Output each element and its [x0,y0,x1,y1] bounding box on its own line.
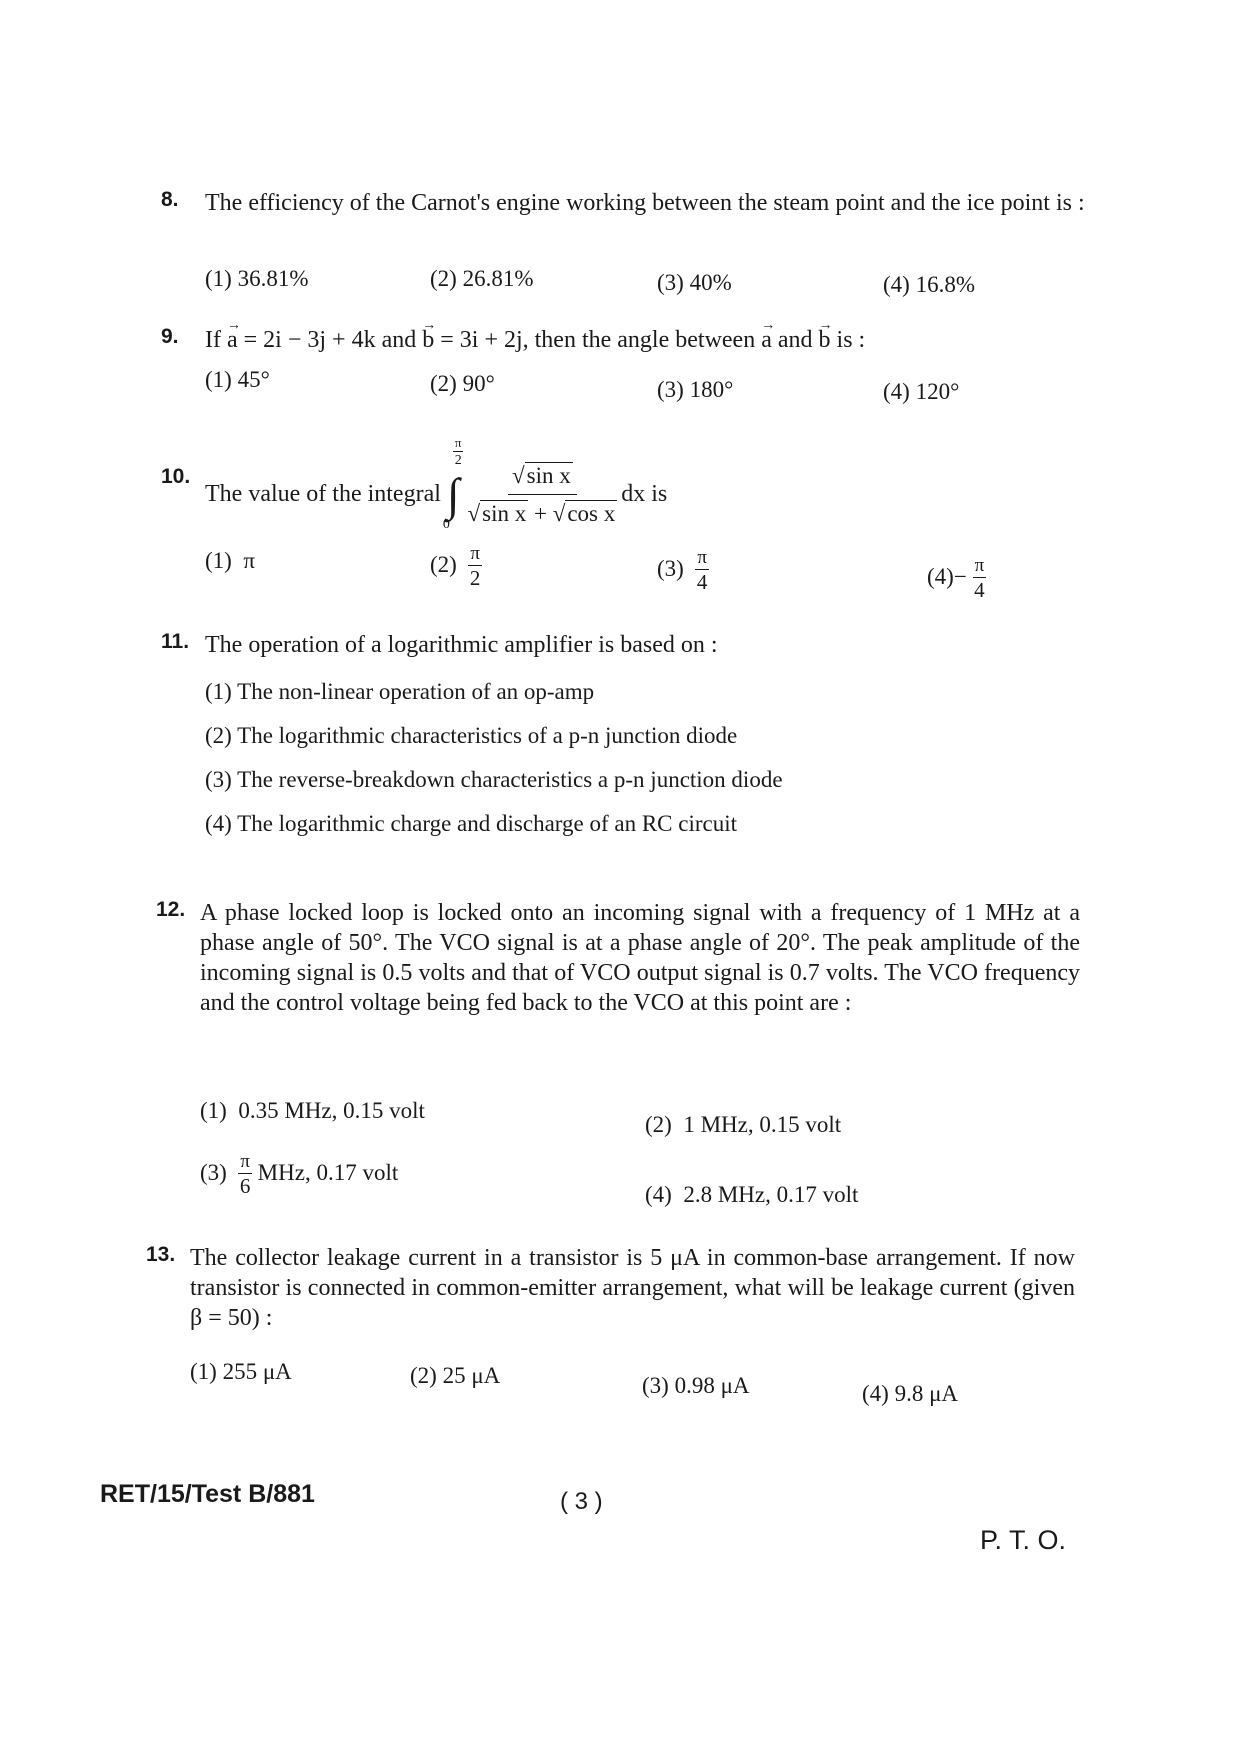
vector-a: → a [227,325,238,356]
question-text [205,434,1085,532]
option-1: (1) 0.35 MHz, 0.15 volt [200,1098,425,1123]
options-list [205,679,1085,837]
option-3: (3) $\frac{\pi}{6}$ MHz, 0.17 volt [200,1151,399,1198]
option-4: (4) The logarithmic charge and discharge of an RC circuit [205,811,738,836]
integrand-denominator: √sin x + √cos x [467,501,616,526]
question-11 [161,630,1085,837]
option-2: (2) $\frac{\pi}{2}$ [430,543,481,590]
fraction: $\frac{\pi}{2}$ [469,543,481,590]
fraction: $\frac{\pi}{4}$ [974,555,985,602]
option-4: (4) 120° [883,379,960,404]
option-4: (4) 16.8% [883,272,975,297]
option-1: (1) π [205,548,255,573]
vector-b: → b [819,325,831,356]
option-3: (3) 40% [657,270,732,295]
question-number: 8. [161,188,179,211]
page-number: ( 3 ) [560,1488,603,1515]
text-before-integral: The value of the integral [205,481,441,507]
fraction: $\frac{\pi}{6}$ [239,1151,251,1198]
question-text: A phase locked loop is locked onto an incoming signal with a frequency of 1 MHz at a phase angle of 50°. The VCO signal is at a phase angle of 20°. The peak amplitude of the incoming signal is 0.5 volts and that of VCO output signal is 0.7 volts. The VCO frequency and the control voltage being fed back to the VCO at this point are : [200,900,1080,1016]
integrand-numerator: √sin x [508,460,577,495]
option-3: (3) 180° [657,377,734,402]
question-number: 13. [146,1243,176,1266]
upper-limit: $\frac{\pi}{2}$ [454,434,462,468]
question-12 [156,898,1080,1207]
question-text: The collector leakage current in a transistor is 5 μA in common-base arrangement. If now transistor is connected in common-emitter arrangement, what will be leakage current (given β = 50) : [190,1245,1075,1331]
vector-b-definition: = 3i + 2j, then the angle between [434,327,762,353]
question-13 [146,1243,1075,1406]
fraction: $\frac{\pi}{4}$ [696,547,708,594]
and-word: and [771,327,819,353]
vector-b: → b [422,325,434,356]
question-number: 9. [161,325,179,348]
option-1: (1) 255 μA [190,1359,292,1384]
option-1: (1) 36.81% [205,266,309,291]
option-2: (2) 90° [430,371,495,396]
option-2: (2) 26.81% [430,266,534,291]
question-9 [161,325,1085,404]
lower-limit: 0 [442,516,450,532]
text-after-integral: dx is [621,481,668,507]
option-2: (2) 1 MHz, 0.15 volt [645,1112,842,1137]
question-8 [161,188,1085,297]
option-4: (4) 9.8 μA [862,1381,959,1406]
option-3: (3) $\frac{\pi}{4}$ [657,547,708,594]
please-turn-over: P. T. O. [980,1525,1067,1555]
question-ending: is : [830,327,866,353]
integrand [468,460,618,529]
definite-integral [441,434,621,532]
option-3: (3) The reverse-breakdown characteristics a p-n junction diode [205,767,783,792]
vector-a: → a [761,325,772,356]
question-number: 10. [161,465,191,488]
question-10 [161,434,1085,602]
option-4: (4)− $\frac{\pi}{4}$ [927,555,985,602]
question-text: The operation of a logarithmic amplifier is based on : [205,632,718,658]
question-number: 11. [161,630,190,653]
question-text: The efficiency of the Carnot's engine working between the steam point and the ice point is : [205,190,1085,216]
option-1: (1) The non-linear operation of an op-amp [205,679,595,704]
question-number: 12. [156,898,186,921]
option-4: (4) 2.8 MHz, 0.17 volt [645,1182,859,1207]
option-3: (3) 0.98 μA [642,1373,750,1398]
question-text [205,325,1085,356]
paper-code: RET/15/Test B/881 [100,1480,315,1508]
option-1: (1) 45° [205,367,270,392]
vector-a-definition: = 2i − 3j + 4k and [237,327,423,353]
stem-if: If [205,327,221,353]
integral-sign: ∫ $\frac{\pi}{2}$ 0 [442,434,462,532]
option-2: (2) 25 μA [410,1363,501,1388]
option-2: (2) The logarithmic characteristics of a p-n junction diode [205,723,738,748]
